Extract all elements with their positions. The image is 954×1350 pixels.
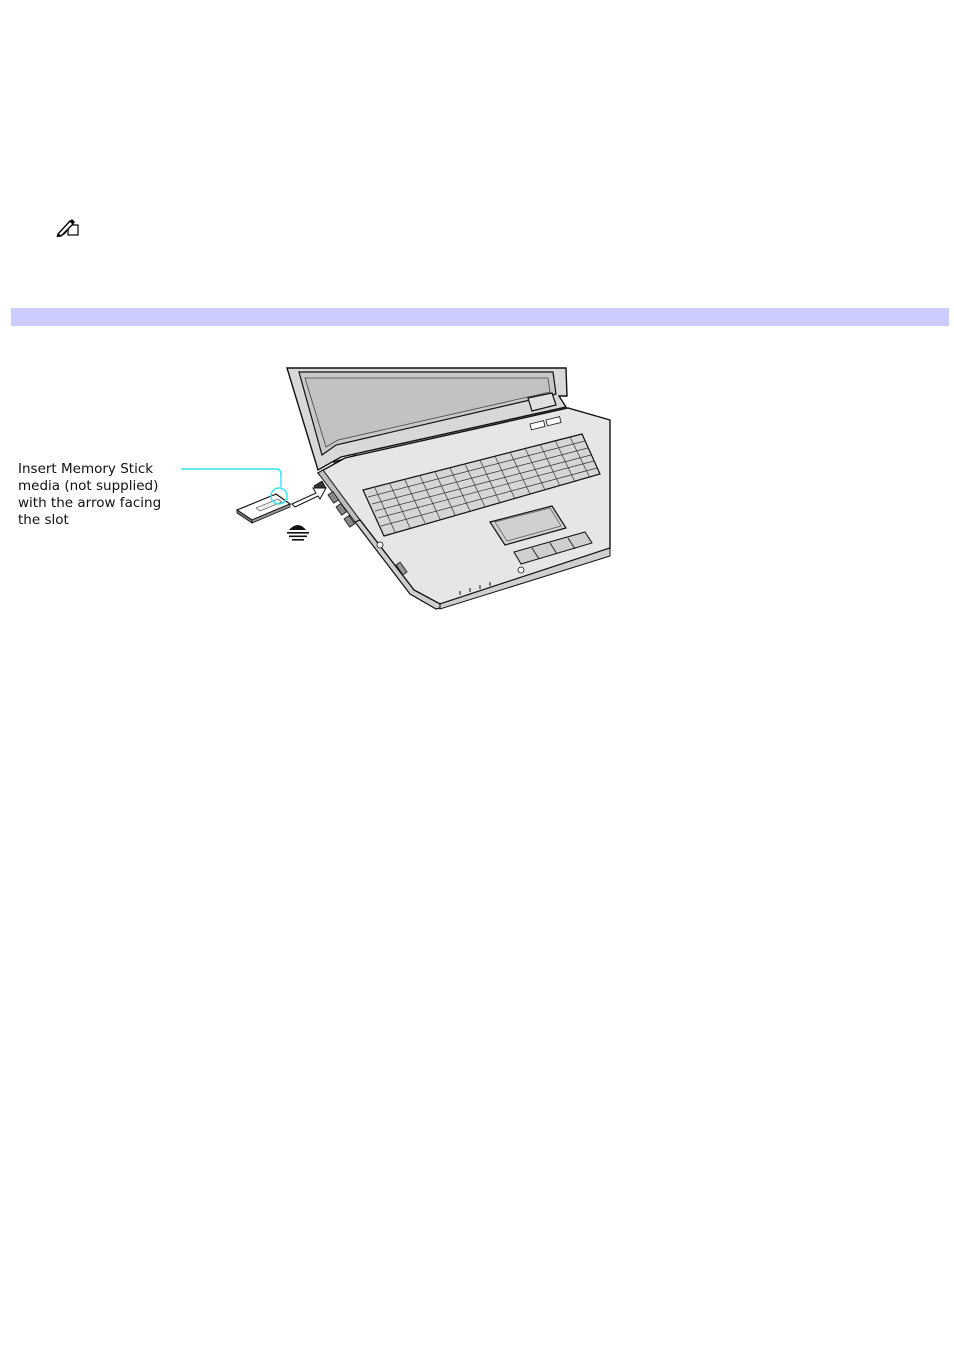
- caption-line: with the arrow facing: [18, 495, 162, 511]
- caption-line: Insert Memory Stick: [18, 461, 154, 477]
- note-pencil-icon: [55, 217, 81, 237]
- caption-line: the slot: [18, 512, 69, 528]
- laptop-memory-stick-slot-illustration: [180, 366, 612, 616]
- section-header-bar: [11, 308, 949, 326]
- figure-caption: [18, 461, 188, 529]
- caption-line: media (not supplied): [18, 478, 159, 494]
- memory-stick-logo-icon: [287, 525, 309, 541]
